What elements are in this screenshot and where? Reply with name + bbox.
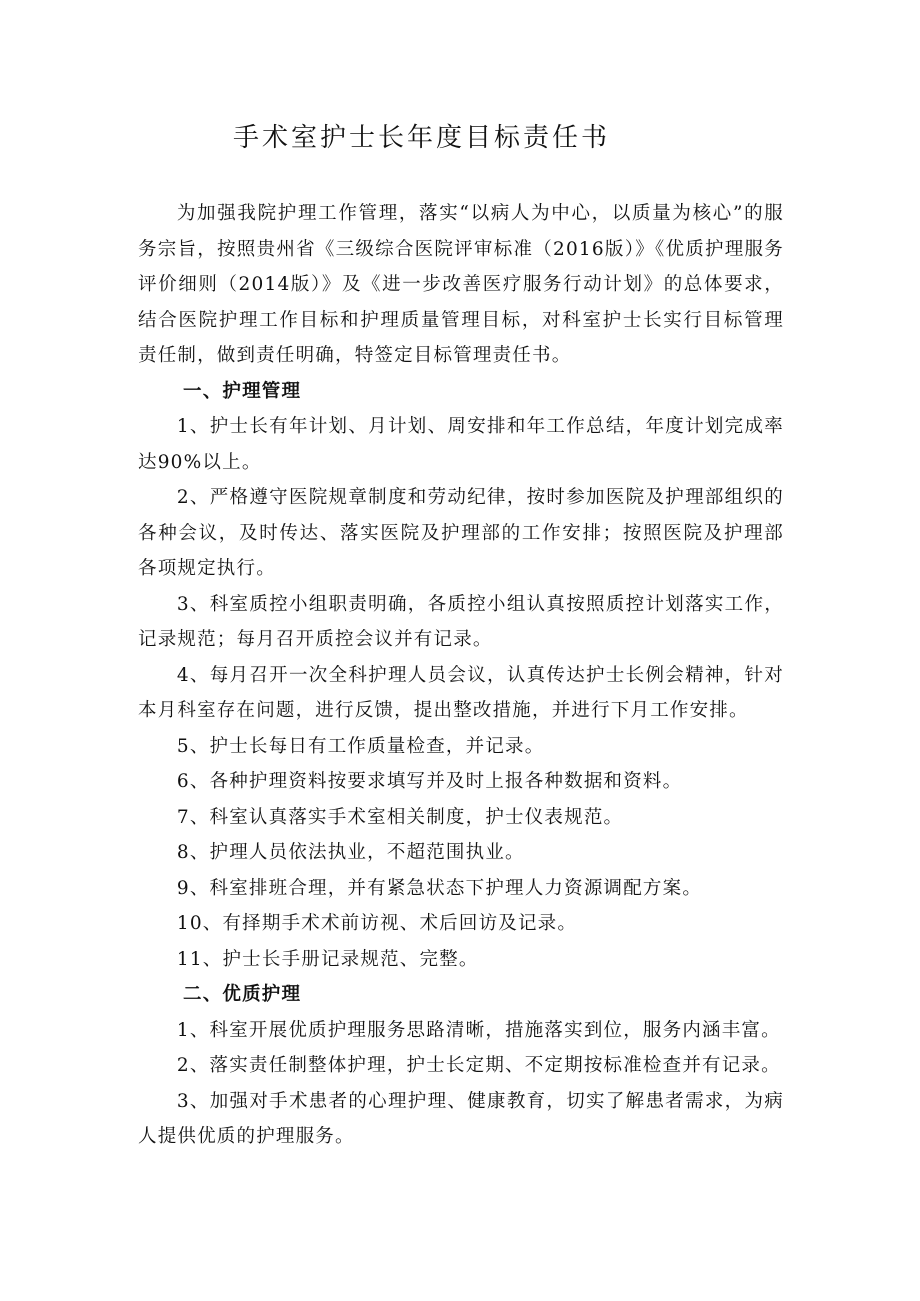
list-item: 6、各种护理资料按要求填写并及时上报各种数据和资料。 [176, 771, 683, 792]
intro-paragraph: 为加强我院护理工作管理，落实“以病人为中心，以质量为核心”的服务宗旨，按照贵州省《三级综合医院评审标准（2016版）》《优质护理服务评价细则（2014版）》及《进一步改善医疗服务行动计划》的总体要求，结合医院护理工作目标和护理质量管理目标，对科室护士长实行目标管理责任制，做到责任明确，特签定目标管理责任书。 [138, 203, 784, 366]
section-nursing-management [138, 374, 784, 978]
list-item: 2、严格遵守医院规章制度和劳动纪律，按时参加医院及护理部组织的各种会议，及时传达、落实医院及护理部的工作安排；按照医院及护理部各项规定执行。 [138, 487, 784, 579]
document-body [138, 196, 784, 1155]
list-item: 1、科室开展优质护理服务思路清晰，措施落实到位，服务内涵丰富。 [176, 1019, 781, 1041]
list-item: 1、护士长有年计划、月计划、周安排和年工作总结，年度计划完成率达90%以上。 [138, 416, 784, 473]
list-item: 5、护士长每日有工作质量检查，并记录。 [176, 735, 545, 757]
list-item: 7、科室认真落实手术室相关制度，护士仪表规范。 [176, 806, 624, 828]
section-heading: 二、优质护理 [183, 984, 302, 1005]
document-title: 手术室护士长年度目标责任书 [233, 123, 611, 153]
list-item: 10、有择期手术术前访视、术后回访及记录。 [176, 913, 578, 934]
list-item: 8、护理人员依法执业，不超范围执业。 [176, 842, 525, 863]
list-item: 3、加强对手术患者的心理护理、健康教育，切实了解患者需求，为病人提供优质的护理服务。 [138, 1090, 784, 1147]
list-item: 2、落实责任制整体护理，护士长定期、不定期按标准检查并有记录。 [176, 1055, 781, 1076]
list-item: 3、科室质控小组职责明确，各质控小组认真按照质控计划落实工作，记录规范；每月召开质控会议并有记录。 [138, 593, 784, 650]
list-item: 11、护士长手册记录规范、完整。 [176, 948, 479, 970]
section-quality-nursing [138, 977, 784, 1155]
list-item: 4、每月召开一次全科护理人员会议，认真传达护士长例会精神，针对本月科室存在问题，进行反馈，提出整改措施，并进行下月工作安排。 [138, 664, 784, 721]
list-item: 9、科室排班合理，并有紧急状态下护理人力资源调配方案。 [176, 877, 703, 899]
section-heading: 一、护理管理 [183, 380, 302, 402]
